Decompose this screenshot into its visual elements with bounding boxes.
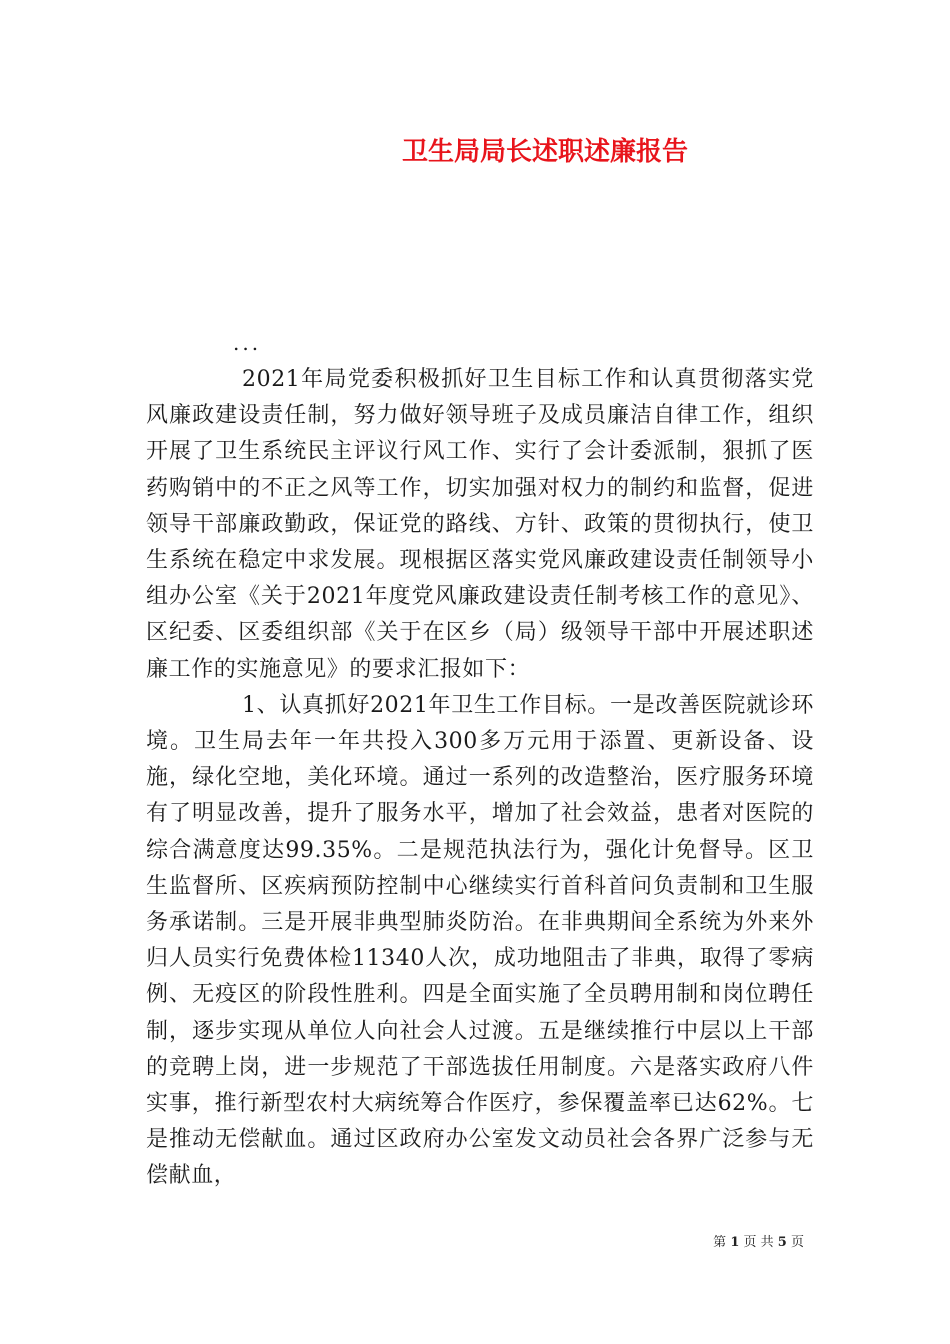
- footer-middle: 页 共: [743, 1235, 774, 1250]
- footer-prefix: 第: [713, 1235, 727, 1250]
- footer-suffix: 页: [790, 1235, 804, 1250]
- paragraph-section-1: 1、认真抓好2021年卫生工作目标。一是改善医院就诊环境。卫生局去年一年共投入300多万元用于添置、更新设备、设施，绿化空地，美化环境。通过一系列的改造整治，医疗服务环境有了明显改善，提升了服务水平，增加了社会效益，患者对医院的综合满意度达99.35%。二是规范执法行为，强化计免督导。区卫生监督所、区疾病预防控制中心继续实行首科首问负责制和卫生服务承诺制。三是开展非典型肺炎防治。在非典期间全系统为外来外归人员实行免费体检11340人次，成功地阻击了非典，取得了零病例、无疫区的阶段性胜利。四是全面实施了全员聘用制和岗位聘任制，逐步实现从单位人向社会人过渡。五是继续推行中层以上干部的竞聘上岗，进一步规范了干部选拔任用制度。六是落实政府八件实事，推行新型农村大病统筹合作医疗，参保覆盖率已达62%。七是推动无偿献血。通过区政府办公室发文动员社会各界广泛参与无偿献血，: [146, 692, 814, 1189]
- ellipsis-mark: ...: [233, 331, 262, 355]
- paragraph-intro: 2021年局党委积极抓好卫生目标工作和认真贯彻落实党风廉政建设责任制，努力做好领导班子及成员廉洁自律工作，组织开展了卫生系统民主评议行风工作、实行了会计委派制，狠抓了医药购销中的不正之风等工作，切实加强对权力的制约和监督，促进领导干部廉政勤政，保证党的路线、方针、政策的贯彻执行，使卫生系统在稳定中求发展。现根据区落实党风廉政建设责任制领导小组办公室《关于2021年度党风廉政建设责任制考核工作的意见》、区纪委、区委组织部《关于在区乡（局）级领导干部中开展述职述廉工作的实施意见》的要求汇报如下：: [146, 367, 814, 682]
- document-title: 卫生局局长述职述廉报告: [401, 137, 688, 167]
- footer-total-pages: 5: [777, 1235, 787, 1250]
- document-body: [146, 362, 814, 1195]
- page-footer: [713, 1234, 804, 1252]
- footer-page-number: 1: [730, 1235, 740, 1250]
